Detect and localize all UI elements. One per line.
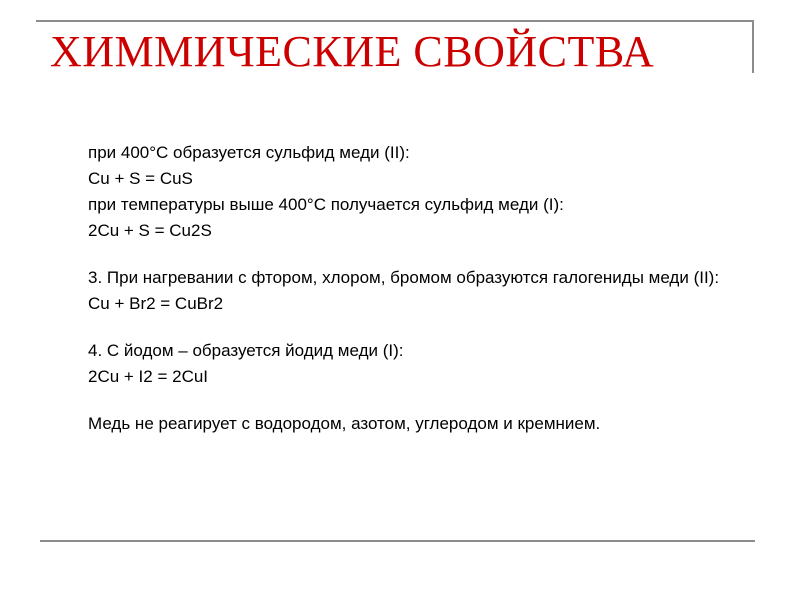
paragraph-sulfide-i-condition: при температуры выше 400°С получается сульфид меди (I): xyxy=(88,195,564,214)
top-rule-tick xyxy=(752,20,754,73)
paragraph-sulfide-ii-condition: при 400°С образуется сульфид меди (II): xyxy=(88,143,410,162)
paragraph-non-reactive: Медь не реагирует с водородом, азотом, углеродом и кремнием. xyxy=(88,414,601,433)
top-rule xyxy=(36,20,754,22)
equation-cu2s: 2Cu + S = Cu2S xyxy=(88,221,212,240)
slide-title: ХИММИЧЕСКИЕ СВОЙСТВА xyxy=(50,27,655,76)
bottom-rule xyxy=(40,540,755,542)
equation-cus: Cu + S = CuS xyxy=(88,169,193,188)
paragraph-halides: 3. При нагревании с фтором, хлором, бромом образуются галогениды меди (II): xyxy=(88,268,720,287)
paragraph-iodide: 4. С йодом – образуется йодид меди (I): xyxy=(88,341,404,360)
slide-body xyxy=(79,142,739,434)
equation-cubr2: Cu + Br2 = CuBr2 xyxy=(88,294,224,313)
equation-cui: 2Cu + I2 = 2CuI xyxy=(88,367,209,386)
